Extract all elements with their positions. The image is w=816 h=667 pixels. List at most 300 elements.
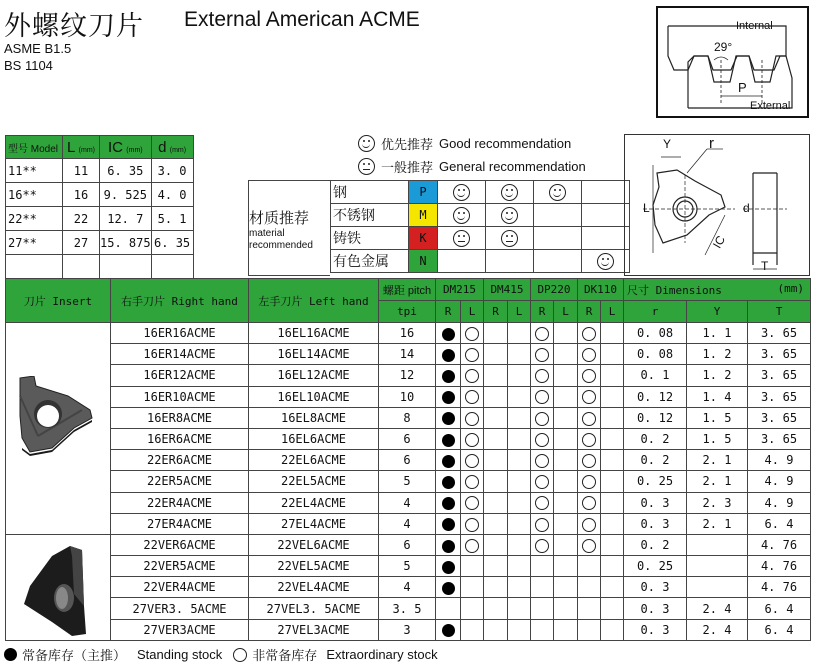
extraordinary-stock-icon: [535, 369, 549, 383]
stock-cell: [531, 365, 554, 386]
tpi-value: 16: [379, 323, 436, 344]
dim-y-value: 2. 1: [687, 513, 748, 534]
extraordinary-stock-icon: [582, 475, 596, 489]
stock-cell: [531, 471, 554, 492]
stock-cell: [484, 577, 508, 598]
standing-stock-icon: [442, 624, 455, 637]
right-hand-code: 16ER14ACME: [111, 344, 249, 365]
stock-cell: [508, 534, 531, 555]
stock-cell: [554, 450, 578, 471]
stock-cell: [436, 492, 461, 513]
stock-cell: [601, 428, 624, 449]
dim-y-value: 1. 1: [687, 323, 748, 344]
spec-row: 16** 16 9. 525 4. 0: [6, 183, 194, 207]
dim-t-value: 4. 76: [748, 534, 811, 555]
left-hand-code: 22EL4ACME: [249, 492, 379, 513]
dim-r-value: 0. 3: [624, 619, 687, 640]
extraordinary-stock-icon: [582, 496, 596, 510]
header-grade-dk110: DK110: [578, 279, 624, 301]
header-dimensions: 尺寸 Dimensions (mm): [624, 279, 811, 301]
stock-cell: [578, 471, 601, 492]
insert-image-standard: [18, 376, 98, 456]
extraordinary-stock-icon: [465, 475, 479, 489]
stock-cell: [461, 471, 484, 492]
dim-r-value: 0. 08: [624, 323, 687, 344]
stock-cell: [531, 386, 554, 407]
dim-l-label: L: [643, 201, 650, 215]
stock-cell: [508, 386, 531, 407]
table-row: [6, 513, 811, 534]
internal-label: Internal: [736, 20, 773, 32]
stock-cell: [601, 534, 624, 555]
dim-r-value: 0. 3: [624, 492, 687, 513]
stock-cell: [531, 534, 554, 555]
left-hand-code: 22EL6ACME: [249, 450, 379, 471]
stock-cell: [531, 323, 554, 344]
stock-cell: [531, 428, 554, 449]
dim-r-value: 0. 3: [624, 513, 687, 534]
stock-cell: [531, 492, 554, 513]
standard-bs: BS 1104: [4, 58, 53, 73]
stock-cell: [508, 365, 531, 386]
stock-cell: [461, 428, 484, 449]
table-row: [6, 365, 811, 386]
stock-cell: [601, 619, 624, 640]
dim-y-value: 1. 2: [687, 365, 748, 386]
stock-cell: [554, 428, 578, 449]
stock-cell: [508, 598, 531, 619]
spec-header-d: d (mm): [151, 136, 193, 159]
stock-cell: [531, 344, 554, 365]
stock-cell: [601, 365, 624, 386]
standing-stock-icon: [442, 540, 455, 553]
stock-cell: [461, 365, 484, 386]
tpi-value: 3. 5: [379, 598, 436, 619]
stock-cell: [484, 428, 508, 449]
dim-y-value: 1. 2: [687, 344, 748, 365]
extraordinary-stock-icon: [535, 412, 549, 426]
table-row: [6, 386, 811, 407]
right-hand-code: 22VER6ACME: [111, 534, 249, 555]
dim-t-value: 4. 76: [748, 577, 811, 598]
stock-cell: [578, 619, 601, 640]
smile-good-icon: [501, 207, 518, 224]
extraordinary-stock-icon: [465, 518, 479, 532]
dim-r-value: 0. 25: [624, 556, 687, 577]
right-hand-code: 22ER6ACME: [111, 450, 249, 471]
extraordinary-stock-icon: [465, 412, 479, 426]
table-row: [6, 407, 811, 428]
stock-cell: [508, 577, 531, 598]
material-row-k: 铸铁 K: [331, 227, 630, 250]
dim-y-value: 2. 1: [687, 450, 748, 471]
stock-cell: [436, 365, 461, 386]
tpi-value: 3: [379, 619, 436, 640]
dim-y-value: [687, 534, 748, 555]
stock-cell: [554, 619, 578, 640]
tpi-value: 12: [379, 365, 436, 386]
material-row-n: 有色金属 N: [331, 250, 630, 273]
extraordinary-stock-icon: [535, 390, 549, 404]
dim-t-value: 6. 4: [748, 619, 811, 640]
left-hand-code: 16EL10ACME: [249, 386, 379, 407]
general-recommendation-legend: 一般推荐 General recommendation: [358, 157, 586, 176]
stock-cell: [508, 407, 531, 428]
iso-code-n: N: [409, 250, 438, 273]
stock-cell: [531, 556, 554, 577]
standing-stock-icon: [442, 349, 455, 362]
standing-stock-icon: [442, 412, 455, 425]
dim-y-value: [687, 577, 748, 598]
extraordinary-stock-icon: [465, 454, 479, 468]
extraordinary-stock-icon: [535, 348, 549, 362]
standard-asme: ASME B1.5: [4, 41, 72, 56]
left-hand-code: 22VEL5ACME: [249, 556, 379, 577]
dim-t-value: 4. 9: [748, 471, 811, 492]
dim-t-value: 3. 65: [748, 344, 811, 365]
right-hand-code: 16ER8ACME: [111, 407, 249, 428]
table-row: [6, 344, 811, 365]
stock-cell: [436, 450, 461, 471]
right-hand-code: 16ER6ACME: [111, 428, 249, 449]
stock-cell: [508, 513, 531, 534]
spec-header-l: L (mm): [63, 136, 100, 159]
spec-header-model: 型号 Model: [6, 136, 63, 159]
stock-cell: [554, 534, 578, 555]
stock-cell: [436, 386, 461, 407]
stock-cell: [554, 407, 578, 428]
stock-cell: [484, 450, 508, 471]
stock-cell: [531, 577, 554, 598]
stock-cell: [601, 323, 624, 344]
smile-good-icon: [453, 184, 470, 201]
stock-cell: [436, 407, 461, 428]
table-row: [6, 492, 811, 513]
tpi-value: 8: [379, 407, 436, 428]
stock-cell: [436, 513, 461, 534]
extraordinary-stock-icon: [535, 327, 549, 341]
stock-cell: [531, 450, 554, 471]
stock-cell: [461, 598, 484, 619]
insert-dimension-diagram: [624, 134, 810, 276]
tpi-value: 6: [379, 428, 436, 449]
stock-cell: [484, 323, 508, 344]
dim-r-value: 0. 2: [624, 534, 687, 555]
spec-row: 27** 27 15. 875 6. 35: [6, 231, 194, 255]
left-hand-code: 16EL14ACME: [249, 344, 379, 365]
material-row-m: 不锈钢 M: [331, 204, 630, 227]
dim-t-value: 4. 9: [748, 492, 811, 513]
right-hand-code: 16ER16ACME: [111, 323, 249, 344]
left-hand-code: 16EL6ACME: [249, 428, 379, 449]
dim-ic-label: IC: [709, 233, 729, 251]
stock-cell: [578, 598, 601, 619]
dim-y-value: [687, 556, 748, 577]
stock-cell: [508, 450, 531, 471]
stock-cell: [601, 344, 624, 365]
extraordinary-stock-icon: [535, 433, 549, 447]
stock-cell: [461, 386, 484, 407]
header-left-hand: 左手刀片 Left hand: [249, 279, 379, 323]
extraordinary-stock-icon: [233, 648, 247, 662]
dim-r-label: r: [709, 135, 714, 152]
stock-cell: [461, 492, 484, 513]
stock-cell: [461, 577, 484, 598]
right-hand-code: 22ER4ACME: [111, 492, 249, 513]
left-hand-code: 16EL8ACME: [249, 407, 379, 428]
stock-cell: [578, 534, 601, 555]
extraordinary-stock-icon: [582, 348, 596, 362]
standing-stock-icon: [442, 497, 455, 510]
stock-cell: [484, 619, 508, 640]
stock-cell: [436, 577, 461, 598]
stock-cell: [601, 471, 624, 492]
dim-y-value: 2. 4: [687, 619, 748, 640]
stock-cell: [484, 534, 508, 555]
stock-cell: [554, 492, 578, 513]
header-insert: 刀片 Insert: [6, 279, 111, 323]
stock-cell: [461, 534, 484, 555]
stock-cell: [484, 492, 508, 513]
iso-code-p: P: [409, 181, 438, 204]
table-row: [6, 534, 811, 555]
table-row: [6, 471, 811, 492]
dim-r-value: 0. 1: [624, 365, 687, 386]
stock-cell: [554, 365, 578, 386]
stock-cell: [578, 344, 601, 365]
stock-cell: [601, 407, 624, 428]
stock-cell: [601, 513, 624, 534]
stock-cell: [578, 407, 601, 428]
stock-cell: [578, 386, 601, 407]
stock-cell: [554, 323, 578, 344]
extraordinary-stock-icon: [582, 327, 596, 341]
external-label: External: [750, 100, 791, 112]
stock-cell: [461, 619, 484, 640]
dim-y-value: 1. 5: [687, 428, 748, 449]
stock-cell: [601, 598, 624, 619]
dim-r-value: 0. 2: [624, 450, 687, 471]
right-hand-code: 22VER5ACME: [111, 556, 249, 577]
stock-cell: [508, 323, 531, 344]
standing-stock-icon: [442, 561, 455, 574]
dim-t-value: 6. 4: [748, 513, 811, 534]
stock-cell: [601, 556, 624, 577]
dim-t-value: 3. 65: [748, 365, 811, 386]
stock-cell: [436, 323, 461, 344]
stock-cell: [578, 365, 601, 386]
stock-cell: [436, 619, 461, 640]
stock-cell: [531, 619, 554, 640]
smile-good-icon: [501, 184, 518, 201]
spec-row: [6, 255, 194, 279]
left-hand-code: 16EL16ACME: [249, 323, 379, 344]
left-hand-code: 22VEL4ACME: [249, 577, 379, 598]
standing-stock-icon: [442, 455, 455, 468]
extraordinary-stock-icon: [582, 390, 596, 404]
smile-good-icon: [549, 184, 566, 201]
right-hand-code: 16ER10ACME: [111, 386, 249, 407]
stock-cell: [484, 407, 508, 428]
header-grade-dm415: DM415: [484, 279, 531, 301]
stock-cell: [531, 407, 554, 428]
standing-stock-icon: [442, 476, 455, 489]
header-pitch: 螺距 pitch: [379, 279, 436, 301]
stock-cell: [578, 323, 601, 344]
stock-cell: [461, 513, 484, 534]
extraordinary-stock-icon: [535, 496, 549, 510]
dim-y-value: 1. 4: [687, 386, 748, 407]
stock-cell: [554, 471, 578, 492]
dim-r-value: 0. 25: [624, 471, 687, 492]
dim-t-value: 4. 9: [748, 450, 811, 471]
left-hand-code: 22EL5ACME: [249, 471, 379, 492]
stock-cell: [531, 513, 554, 534]
dim-t-value: 6. 4: [748, 598, 811, 619]
stock-cell: [554, 386, 578, 407]
tpi-value: 6: [379, 450, 436, 471]
dim-r-value: 0. 2: [624, 428, 687, 449]
dim-t-value: 3. 65: [748, 386, 811, 407]
stock-cell: [508, 344, 531, 365]
tpi-value: 5: [379, 471, 436, 492]
stock-cell: [578, 513, 601, 534]
stock-cell: [461, 323, 484, 344]
insert-drawing: [625, 135, 811, 277]
stock-cell: [554, 513, 578, 534]
thread-profile-diagram: [656, 6, 809, 118]
stock-cell: [436, 598, 461, 619]
standing-stock-icon: [442, 434, 455, 447]
stock-cell: [436, 428, 461, 449]
spec-table: [5, 135, 194, 279]
stock-cell: [436, 344, 461, 365]
extraordinary-stock-icon: [535, 539, 549, 553]
stock-cell: [484, 344, 508, 365]
spec-row: 11** 11 6. 35 3. 0: [6, 159, 194, 183]
angle-label: 29°: [714, 40, 733, 54]
extraordinary-stock-icon: [582, 539, 596, 553]
table-row: [6, 598, 811, 619]
stock-cell: [508, 556, 531, 577]
stock-cell: [578, 428, 601, 449]
stock-cell: [578, 492, 601, 513]
right-hand-code: 27VER3ACME: [111, 619, 249, 640]
stock-cell: [436, 534, 461, 555]
stock-cell: [601, 492, 624, 513]
header-tpi: tpi: [379, 301, 436, 323]
left-hand-code: 16EL12ACME: [249, 365, 379, 386]
header-grade-dp220: DP220: [531, 279, 578, 301]
smile-general-icon: [358, 158, 375, 175]
tpi-value: 14: [379, 344, 436, 365]
stock-cell: [578, 450, 601, 471]
extraordinary-stock-icon: [465, 433, 479, 447]
iso-code-m: M: [409, 204, 438, 227]
stock-cell: [554, 577, 578, 598]
dim-t-value: 3. 65: [748, 323, 811, 344]
stock-cell: [554, 344, 578, 365]
left-hand-code: 27VEL3ACME: [249, 619, 379, 640]
smile-good-icon: [358, 135, 375, 152]
stock-cell: [508, 619, 531, 640]
right-hand-code: 22VER4ACME: [111, 577, 249, 598]
dim-r-value: 0. 3: [624, 577, 687, 598]
left-hand-code: 27VEL3. 5ACME: [249, 598, 379, 619]
standing-stock-icon: [442, 370, 455, 383]
dim-r-value: 0. 08: [624, 344, 687, 365]
stock-cell: [484, 513, 508, 534]
stock-cell: [508, 471, 531, 492]
dim-r-value: 0. 3: [624, 598, 687, 619]
extraordinary-stock-icon: [582, 369, 596, 383]
good-recommendation-legend: 优先推荐 Good recommendation: [358, 134, 571, 153]
stock-cell: [484, 365, 508, 386]
extraordinary-stock-icon: [582, 412, 596, 426]
table-row: [6, 428, 811, 449]
extraordinary-stock-icon: [465, 390, 479, 404]
dim-y-value: 2. 1: [687, 471, 748, 492]
smile-general-icon: [453, 230, 470, 247]
left-hand-code: 27EL4ACME: [249, 513, 379, 534]
left-hand-code: 22VEL6ACME: [249, 534, 379, 555]
dim-d-label: d: [743, 201, 750, 215]
smile-general-icon: [501, 230, 518, 247]
header-grade-dm215: DM215: [436, 279, 484, 301]
stock-cell: [601, 450, 624, 471]
dim-y-value: 2. 3: [687, 492, 748, 513]
stock-cell: [436, 556, 461, 577]
spec-header-ic: IC (mm): [100, 136, 152, 159]
page-title-en: External American ACME: [184, 8, 420, 31]
dim-y-value: 1. 5: [687, 407, 748, 428]
material-label: 材质推荐 material recommended: [248, 180, 330, 276]
tpi-value: 5: [379, 556, 436, 577]
pitch-label: P: [738, 80, 747, 95]
stock-cell: [554, 556, 578, 577]
material-table: [330, 180, 630, 273]
standing-stock-icon: [442, 582, 455, 595]
tpi-value: 4: [379, 513, 436, 534]
smile-good-icon: [453, 207, 470, 224]
tpi-value: 6: [379, 534, 436, 555]
extraordinary-stock-icon: [582, 433, 596, 447]
stock-cell: [601, 577, 624, 598]
insert-image-v-type: [22, 546, 94, 636]
stock-cell: [461, 450, 484, 471]
extraordinary-stock-icon: [535, 454, 549, 468]
stock-cell: [484, 471, 508, 492]
insert-table: 刀片 Insert 右手刀片 Right hand 左手刀片 Left hand 螺距 pitch DM215 DM415 DP220 DK110 尺寸 Dimensions (mm) tpi R L R L R L R L r Y T 16ER16ACME 16EL16ACME 16 0. 08 1. 1 3. 65 16ER14ACME 16EL14ACME 14 0. 08 1. 2 3. 65 16ER12ACME 16EL12ACME 12 0. 1 1. 2 3. 65 16ER10ACME 16EL10ACME 10 0. 12 1. 4 3. 65 16ER8ACME 16EL8ACME 8 0. 12 1. 5 3. 65 16ER6ACME 16EL6ACME 6 0. 2 1. 5 3. 65 22ER6ACME 22EL6ACME 6 0. 2 2. 1 4. 9 22ER5ACME 22EL5ACME 5 0. 25 2. 1 4. 9 22ER4ACME 22EL4ACME 4 0. 3 2. 3 4. 9 27ER4ACME 27EL4ACME 4 0. 3 2. 1 6. 4 22VER6ACME 22VEL6ACME 6 0. 2 4. 76 22VER5ACME 22VEL5ACME 5 0. 25 4. 76 22VER4ACME 22VEL4ACME 4 0. 3 4. 76 27VER3. 5ACME 27VEL3. 5ACME 3. 5 0. 3 2. 4 6. 4 27VER3ACME 27VEL3ACME 3 0. 3 2. 4 6. 4: [5, 278, 811, 641]
table-row: [6, 556, 811, 577]
stock-cell: [484, 598, 508, 619]
dim-t-label: T: [761, 259, 769, 273]
header-right-hand: 右手刀片 Right hand: [111, 279, 249, 323]
stock-cell: [578, 577, 601, 598]
stock-cell: [601, 386, 624, 407]
spec-row: 22** 22 12. 7 5. 1: [6, 207, 194, 231]
standing-stock-icon: [4, 648, 17, 661]
stock-cell: [461, 407, 484, 428]
right-hand-code: 16ER12ACME: [111, 365, 249, 386]
extraordinary-stock-icon: [465, 327, 479, 341]
standing-stock-icon: [442, 391, 455, 404]
right-hand-code: 27ER4ACME: [111, 513, 249, 534]
iso-code-k: K: [409, 227, 438, 250]
tpi-value: 4: [379, 492, 436, 513]
extraordinary-stock-icon: [465, 348, 479, 362]
dim-r-value: 0. 12: [624, 407, 687, 428]
